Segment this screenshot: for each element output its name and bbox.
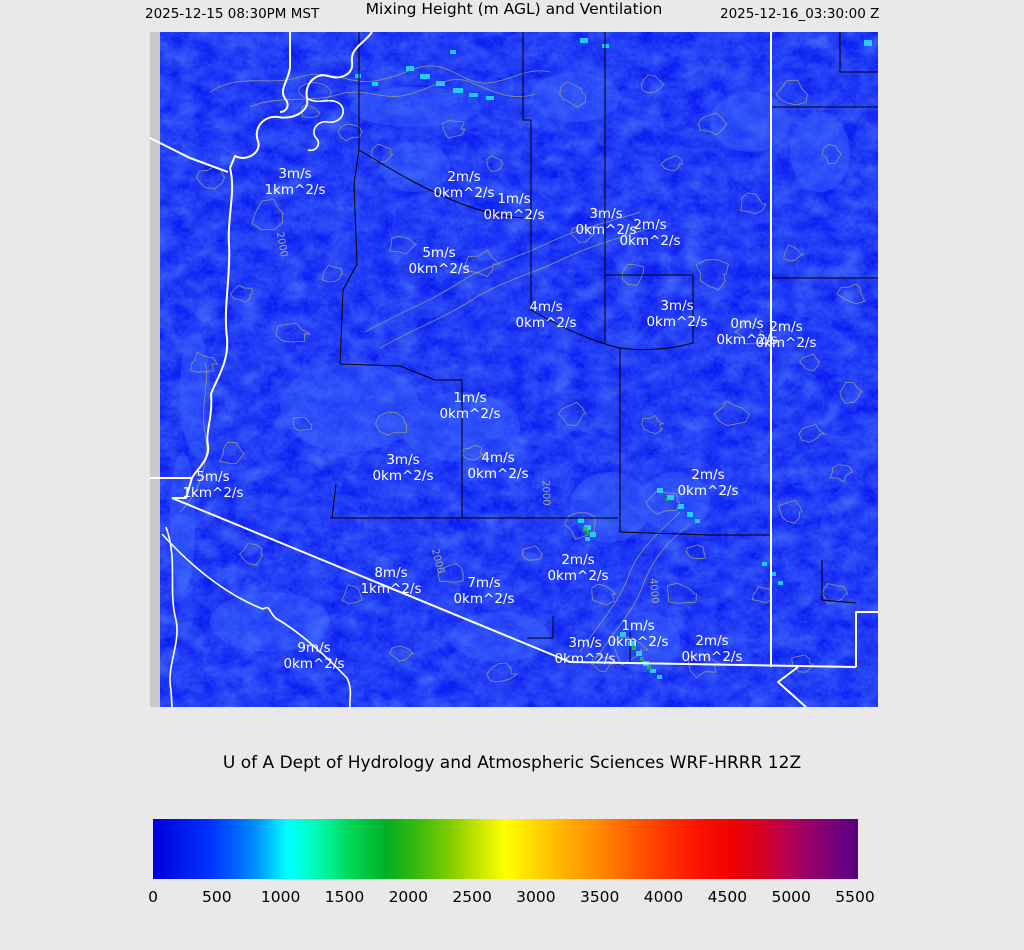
wind-ventilation-label: 3m/s 0km^2/s <box>646 298 708 330</box>
colorbar-tick: 2500 <box>452 888 492 906</box>
wind-ventilation-label: 9m/s 0km^2/s <box>283 640 345 672</box>
colorbar-tick-labels <box>148 888 875 908</box>
colorbar-tick: 3500 <box>579 888 620 906</box>
wind-ventilation-label: 0m/s 0km^2/s <box>716 316 778 348</box>
wind-ventilation-label: 2m/s 0km^2/s <box>681 633 743 665</box>
colorbar-tick: 3000 <box>516 888 556 906</box>
colorbar-tick: 0 <box>148 888 158 906</box>
colorbar-tick: 1000 <box>260 888 301 906</box>
wind-ventilation-label: 3m/s 0km^2/s <box>372 452 434 484</box>
source-caption: U of A Dept of Hydrology and Atmospheric Sciences WRF-HRRR 12Z <box>222 753 802 773</box>
wind-ventilation-label: 2m/s 0km^2/s <box>677 467 739 499</box>
contour-elevation-label: 4000 <box>646 577 661 604</box>
wind-ventilation-label: 3m/s 0km^2/s <box>575 206 637 238</box>
valid-time-utc: 2025-12-16_03:30:00 Z <box>720 6 880 22</box>
mixing-height-colorbar <box>153 819 858 879</box>
wind-ventilation-label: 2m/s 0km^2/s <box>619 217 681 249</box>
colorbar-tick: 5500 <box>835 888 875 906</box>
colorbar-tick: 5000 <box>771 888 811 906</box>
wind-ventilation-label: 2m/s 0km^2/s <box>755 319 817 351</box>
colorbar-tick: 4500 <box>707 888 748 906</box>
contour-elevation-label: 2000 <box>428 547 447 576</box>
colorbar-tick: 500 <box>202 888 232 906</box>
wind-ventilation-label: 1m/s 0km^2/s <box>439 390 501 422</box>
wind-ventilation-label: 7m/s 0km^2/s <box>453 575 515 607</box>
valid-time-local: 2025-12-15 08:30PM MST <box>145 6 320 22</box>
wind-ventilation-label: 4m/s 0km^2/s <box>467 450 529 482</box>
wind-ventilation-label: 3m/s 0km^2/s <box>554 635 616 667</box>
wind-ventilation-label: 2m/s 0km^2/s <box>433 169 495 201</box>
colorbar-tick: 4000 <box>643 888 684 906</box>
contour-elevation-label: 2000 <box>273 231 290 259</box>
wind-ventilation-label: 1m/s 0km^2/s <box>483 191 545 223</box>
wind-ventilation-label: 5m/s 1km^2/s <box>182 469 244 501</box>
wind-ventilation-label: 3m/s 1km^2/s <box>264 166 326 198</box>
map-svg <box>150 32 878 707</box>
colorbar-tick: 2000 <box>388 888 429 906</box>
wind-ventilation-label: 5m/s 0km^2/s <box>408 245 470 277</box>
wind-ventilation-label: 4m/s 0km^2/s <box>515 299 577 331</box>
wind-ventilation-label: 2m/s 0km^2/s <box>547 552 609 584</box>
wind-ventilation-label: 8m/s 1km^2/s <box>360 565 422 597</box>
contour-elevation-label: 2000 <box>539 480 552 506</box>
colorbar-tick: 1500 <box>324 888 365 906</box>
page-title: Mixing Height (m AGL) and Ventilation <box>365 0 663 18</box>
wind-ventilation-label: 1m/s 0km^2/s <box>607 618 669 650</box>
forecast-map <box>150 32 878 707</box>
